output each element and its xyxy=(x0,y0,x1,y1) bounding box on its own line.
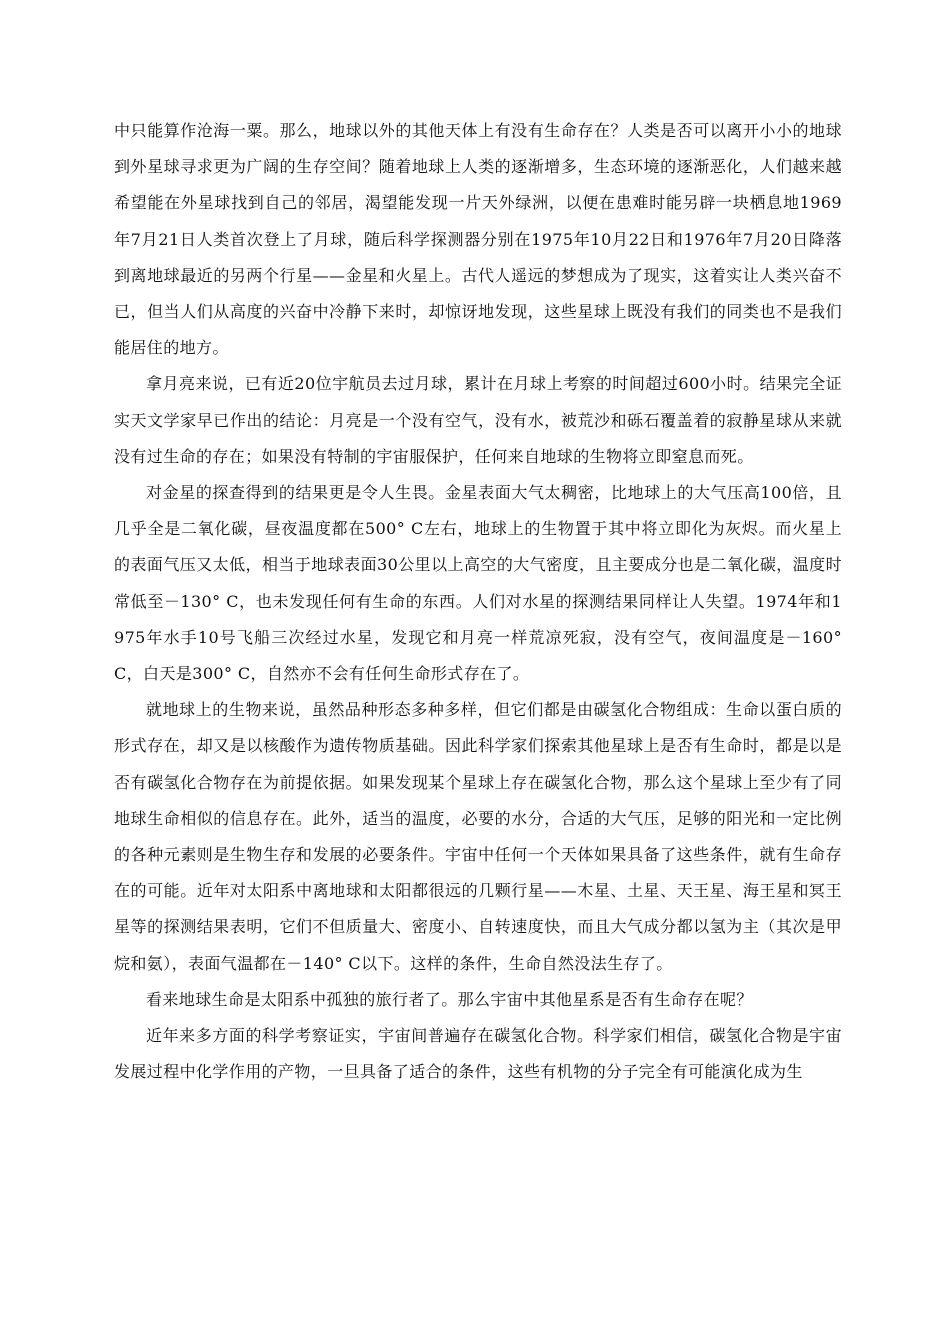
paragraph-3: 对金星的探查得到的结果更是令人生畏。金星表面大气太稠密，比地球上的大气压高100倍，且几乎全是二氧化碳，昼夜温度都在500° C左右，地球上的生物置于其中将立即化为灰烬。而火星上的表面气压又太低，相当于地球表面30公里以上高空的大气密度，且主要成分也是二氧化碳，温度时常低至－130° C，也未发现任何有生命的东西。人们对水星的探测结果同样让人失望。1974年和1975年水手10号飞船三次经过水星，发现它和月亮一样荒凉死寂，没有空气，夜间温度是－160° C，白天是300° C，自然亦不会有任何生命形式存在了。 xyxy=(114,483,842,684)
paragraph-4: 就地球上的生物来说，虽然品种形态多种多样，但它们都是由碳氢化合物组成：生命以蛋白质的形式存在，却又是以核酸作为遗传物质基础。因此科学家们探索其他星球上是否有生命时，都是以是否有碳氢化合物存在为前提依据。如果发现某个星球上存在碳氢化合物，那么这个星球上至少有了同地球生命相似的信息存在。此外，适当的温度，必要的水分，合适的大气压，足够的阳光和一定比例的各种元素则是生物生存和发展的必要条件。宇宙中任何一个天体如果具备了这些条件，就有生命存在的可能。近年对太阳系中离地球和太阳都很远的几颗行星——木星、土星、天王星、海王星和冥王星等的探测结果表明，它们不但质量大、密度小、自转速度快，而且大气成分都以氢为主（其次是甲烷和氨），表面气温都在－140° C以下。这样的条件，生命自然没法生存了。 xyxy=(114,700,842,973)
paragraph-1: 中只能算作沧海一粟。那么，地球以外的其他天体上有没有生命存在？人类是否可以离开小小的地球到外星球寻求更为广阔的生存空间？随着地球上人类的逐渐增多，生态环境的逐渐恶化，人们越来越希望能在外星球找到自己的邻居，渴望能发现一片天外绿洲，以便在患难时能另辟一块栖息地1969年7月21日人类首次登上了月球，随后科学探测器分别在1975年10月22日和1976年7月20日降落到离地球最近的另两个行星——金星和火星上。古代人遥远的梦想成为了现实，这着实让人类兴奋不已，但当人们从高度的兴奋中冷静下来时，却惊讶地发现，这些星球上既没有我们的同类也不是我们能居住的地方。 xyxy=(114,121,842,358)
paragraph-6: 近年来多方面的科学考察证实，宇宙间普遍存在碳氢化合物。科学家们相信，碳氢化合物是宇宙发展过程中化学作用的产物，一旦具备了适合的条件，这些有机物的分子完全有可能演化成为生 xyxy=(114,1026,842,1082)
document-body xyxy=(114,113,842,1090)
paragraph-5: 看来地球生命是太阳系中孤独的旅行者了。那么宇宙中其他星系是否有生命存在呢？ xyxy=(146,989,753,1009)
paragraph-2: 拿月亮来说，已有近20位宇航员去过月球，累计在月球上考察的时间超过600小时。结果完全证实天文学家早已作出的结论：月亮是一个没有空气，没有水，被荒沙和砾石覆盖着的寂静星球从来就没有过生命的存在；如果没有特制的宇宙服保护，任何来自地球的生物将立即窒息而死。 xyxy=(114,374,842,466)
